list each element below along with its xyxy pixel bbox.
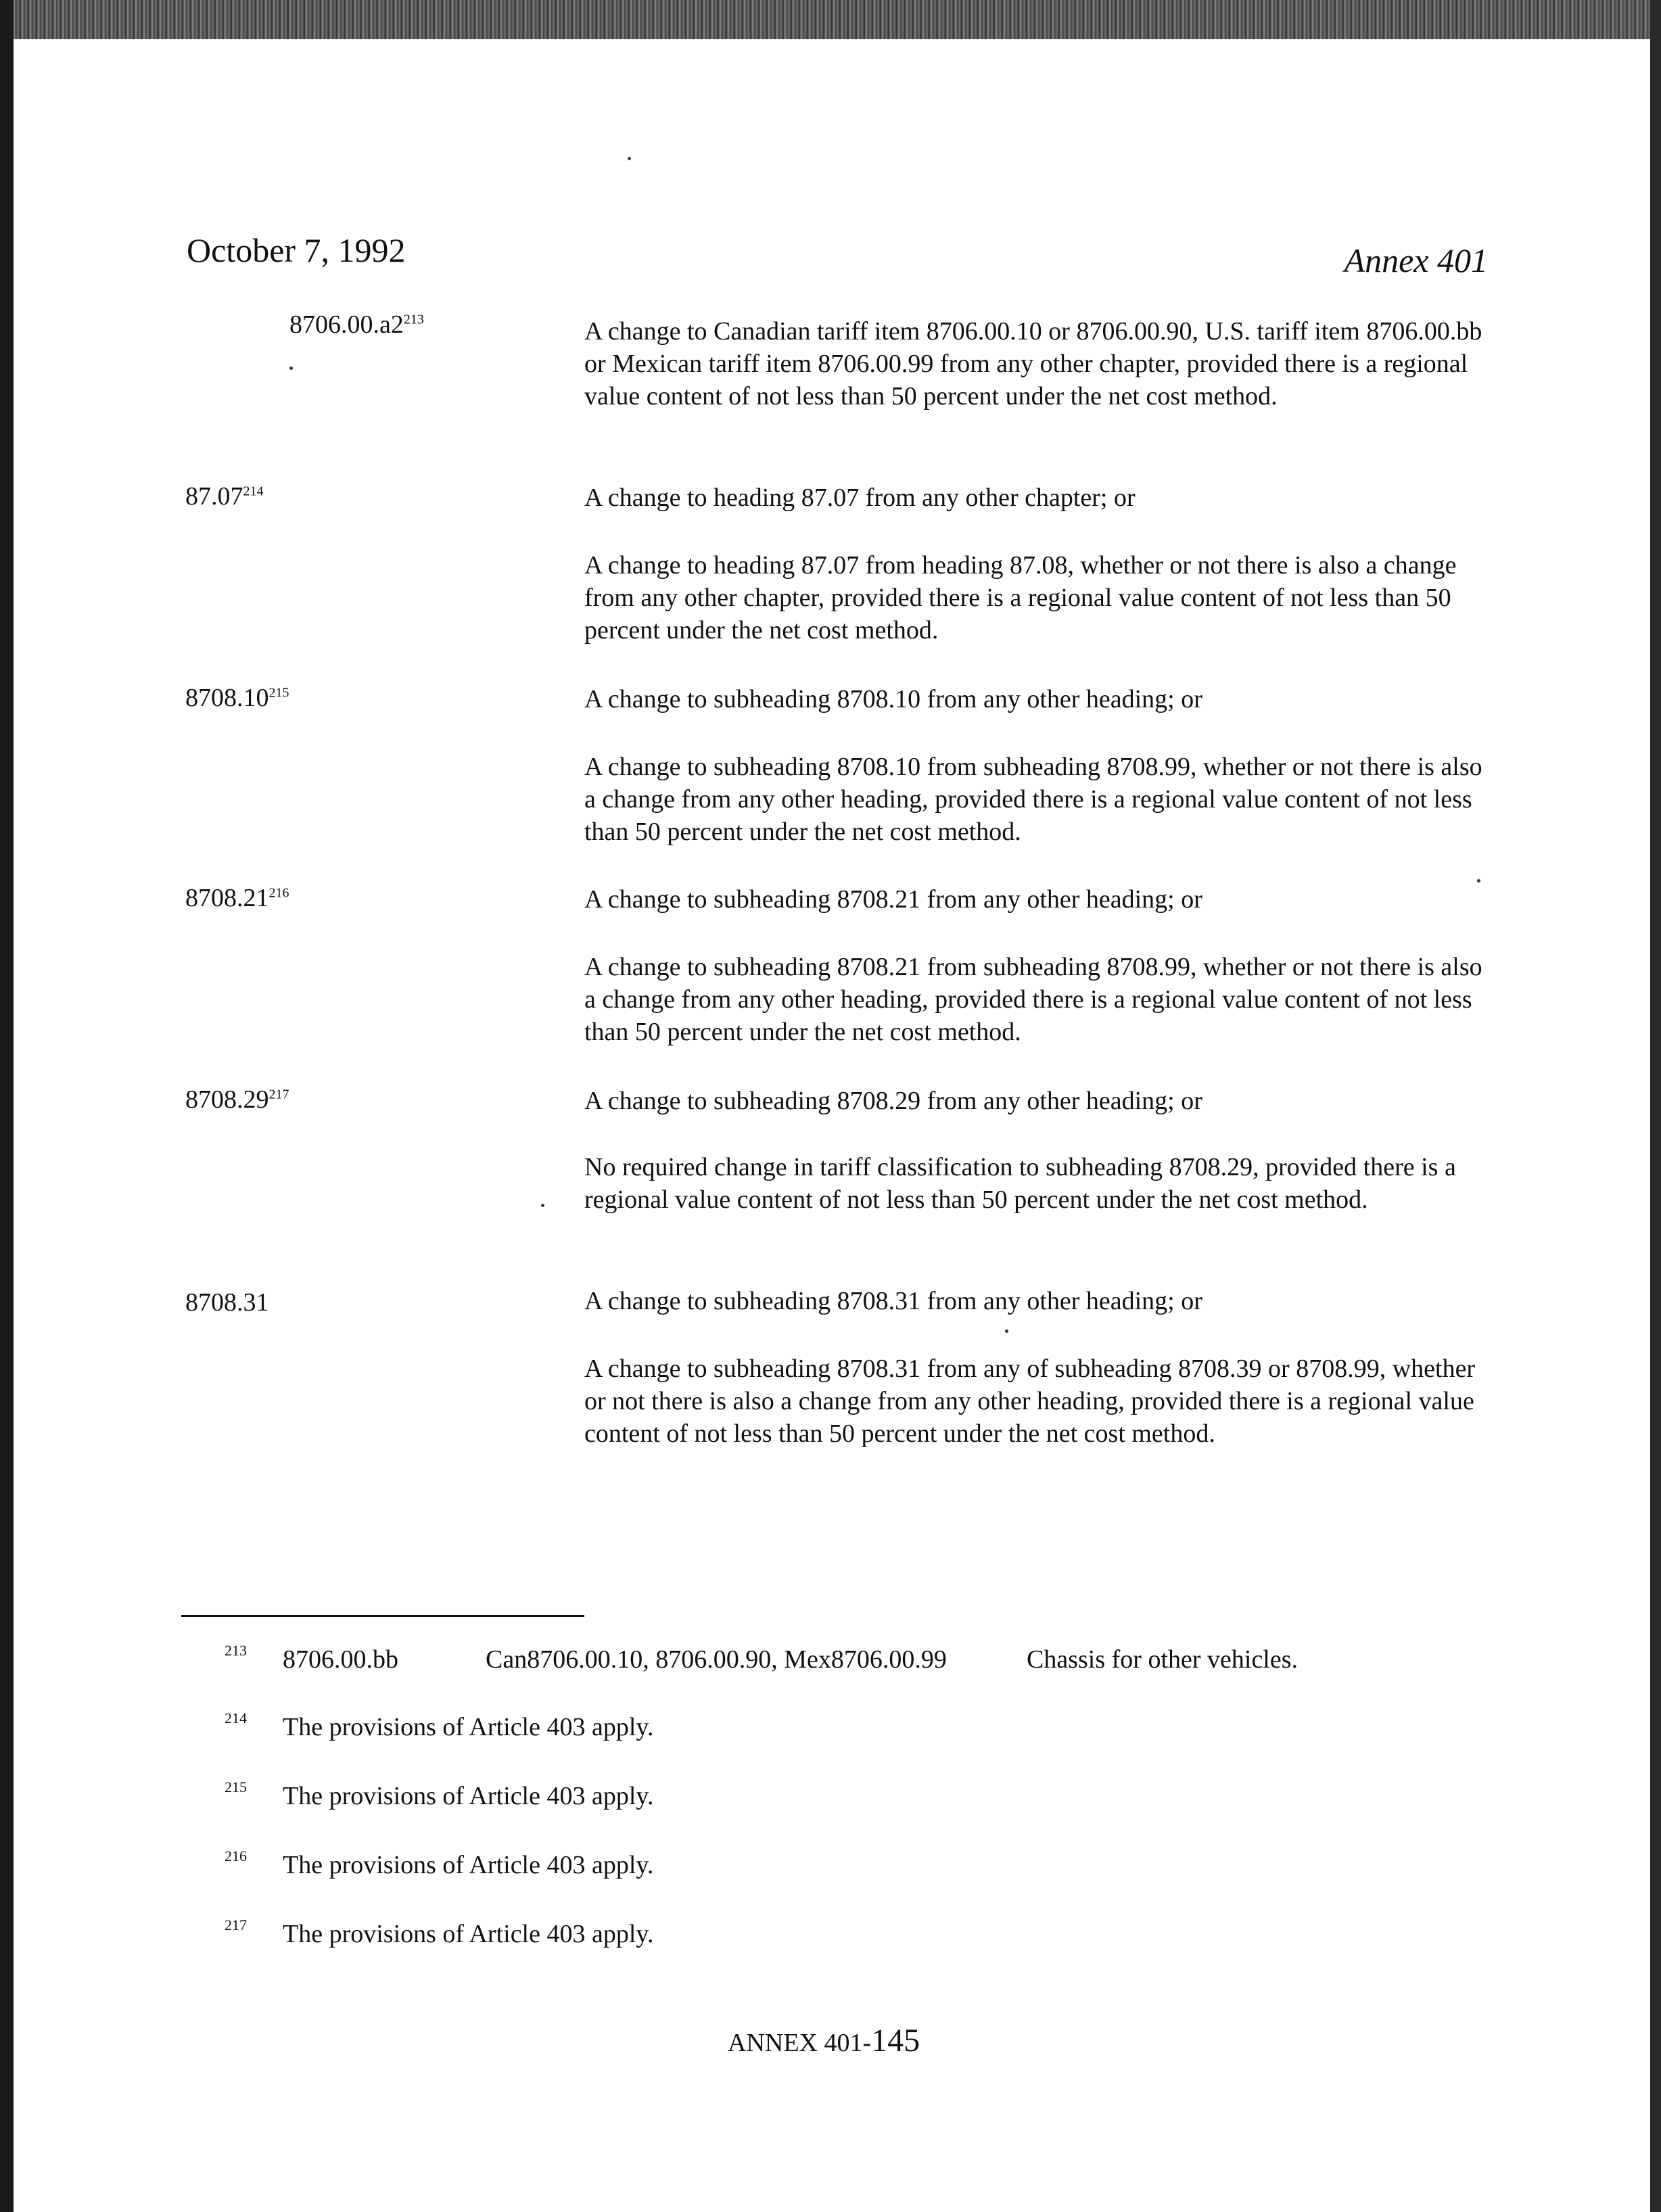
tariff-heading-label	[185, 1083, 289, 1116]
tariff-heading-code: 87.07	[185, 482, 243, 511]
footnote-reference: 216	[268, 885, 289, 901]
tariff-heading-label	[185, 682, 289, 714]
scan-border-left	[0, 0, 14, 2212]
footnote-number: 217	[225, 1916, 247, 1933]
footnote-reference: 215	[268, 685, 289, 701]
rule-paragraph: A change to subheading 8708.31 from any other heading; or	[584, 1287, 1202, 1315]
footnote-reference: 217	[268, 1087, 289, 1102]
rule-paragraph: A change to subheading 8708.10 from any other heading; or	[584, 685, 1202, 713]
page-number	[728, 2022, 920, 2062]
footnote-number: 213	[225, 1642, 247, 1659]
rule-paragraph: A change to subheading 8708.21 from any other heading; or	[584, 885, 1202, 914]
annex-title: Annex 401	[1344, 241, 1488, 279]
footnote-separator	[181, 1615, 584, 1617]
footnote-reference: 213	[403, 312, 424, 327]
page-number-prefix: ANNEX 401-	[728, 2029, 872, 2057]
tariff-heading-label	[185, 480, 264, 513]
tariff-heading-code: 8708.10	[185, 684, 269, 712]
tariff-heading-code: 8706.00.a2	[289, 310, 404, 339]
footnote-text: The provisions of Article 403 apply.	[283, 1782, 654, 1810]
rule-paragraph: A change to subheading 8708.31 from any of subheading 8708.39 or 8708.99, whether or not there is also a change from any other heading, provided there is a regional value content of not less than 50 percent under the net cost method.	[584, 1355, 1476, 1448]
footnote-number: 215	[225, 1779, 247, 1795]
tariff-heading-label	[185, 1286, 269, 1319]
rule-paragraph: No required change in tariff classification to subheading 8708.29, provided there is a regional value content of not less than 50 percent under the net cost method.	[584, 1153, 1456, 1214]
rule-paragraph: A change to subheading 8708.10 from subheading 8708.99, whether or not there is also a change from any other heading, provided there is a regional value content of not less than 50 percent under the net cost method.	[584, 753, 1482, 846]
footnote-text: The provisions of Article 403 apply.	[283, 1920, 654, 1948]
footnote-reference: 214	[243, 484, 264, 499]
document-date: October 7, 1992	[187, 231, 406, 269]
rule-paragraph: A change to subheading 8708.21 from subheading 8708.99, whether or not there is also a change from any other heading, provided there is a regional value content of not less than 50 percent under the net cost method.	[584, 953, 1482, 1046]
scan-speck	[1005, 1329, 1008, 1333]
footnote-description: Chassis for other vehicles.	[1027, 1645, 1299, 1674]
footnote-us-item: 8706.00.bb	[283, 1645, 398, 1674]
tariff-heading-code: 8708.29	[185, 1085, 269, 1114]
footnote-text: The provisions of Article 403 apply.	[283, 1713, 654, 1741]
scan-speck	[541, 1204, 544, 1207]
page-number-value: 145	[871, 2023, 920, 2058]
scan-speck	[628, 157, 631, 160]
footnote-text	[283, 1643, 1298, 1676]
rule-paragraph: A change to Canadian tariff item 8706.00.10 or 8706.00.90, U.S. tariff item 8706.00.bb or Mexican tariff item 8706.00.99 from any other chapter, provided there is a regional value content of not less than 50 percent under the net cost method.	[584, 317, 1482, 410]
rule-paragraph: A change to heading 87.07 from any other chapter; or	[584, 484, 1136, 512]
tariff-heading-code: 8708.31	[185, 1288, 269, 1317]
scan-border-top	[0, 0, 1661, 42]
footnote-number: 216	[225, 1848, 247, 1864]
footnote-other-items: Can8706.00.10, 8706.00.90, Mex8706.00.99	[486, 1645, 947, 1674]
tariff-heading-label	[185, 882, 289, 914]
rule-paragraph: A change to heading 87.07 from heading 87.08, whether or not there is also a change from any other chapter, provided there is a regional value content of not less than 50 percent under the net cost method.	[584, 551, 1457, 644]
tariff-heading-code: 8708.21	[185, 884, 269, 912]
scan-speck	[1477, 879, 1480, 883]
rule-paragraph: A change to subheading 8708.29 from any other heading; or	[584, 1087, 1202, 1115]
scan-speck	[289, 367, 293, 370]
scan-border-right	[1650, 0, 1661, 2212]
tariff-heading-label	[289, 308, 424, 341]
footnote-text: The provisions of Article 403 apply.	[283, 1851, 654, 1879]
footnote-number: 214	[225, 1710, 247, 1726]
